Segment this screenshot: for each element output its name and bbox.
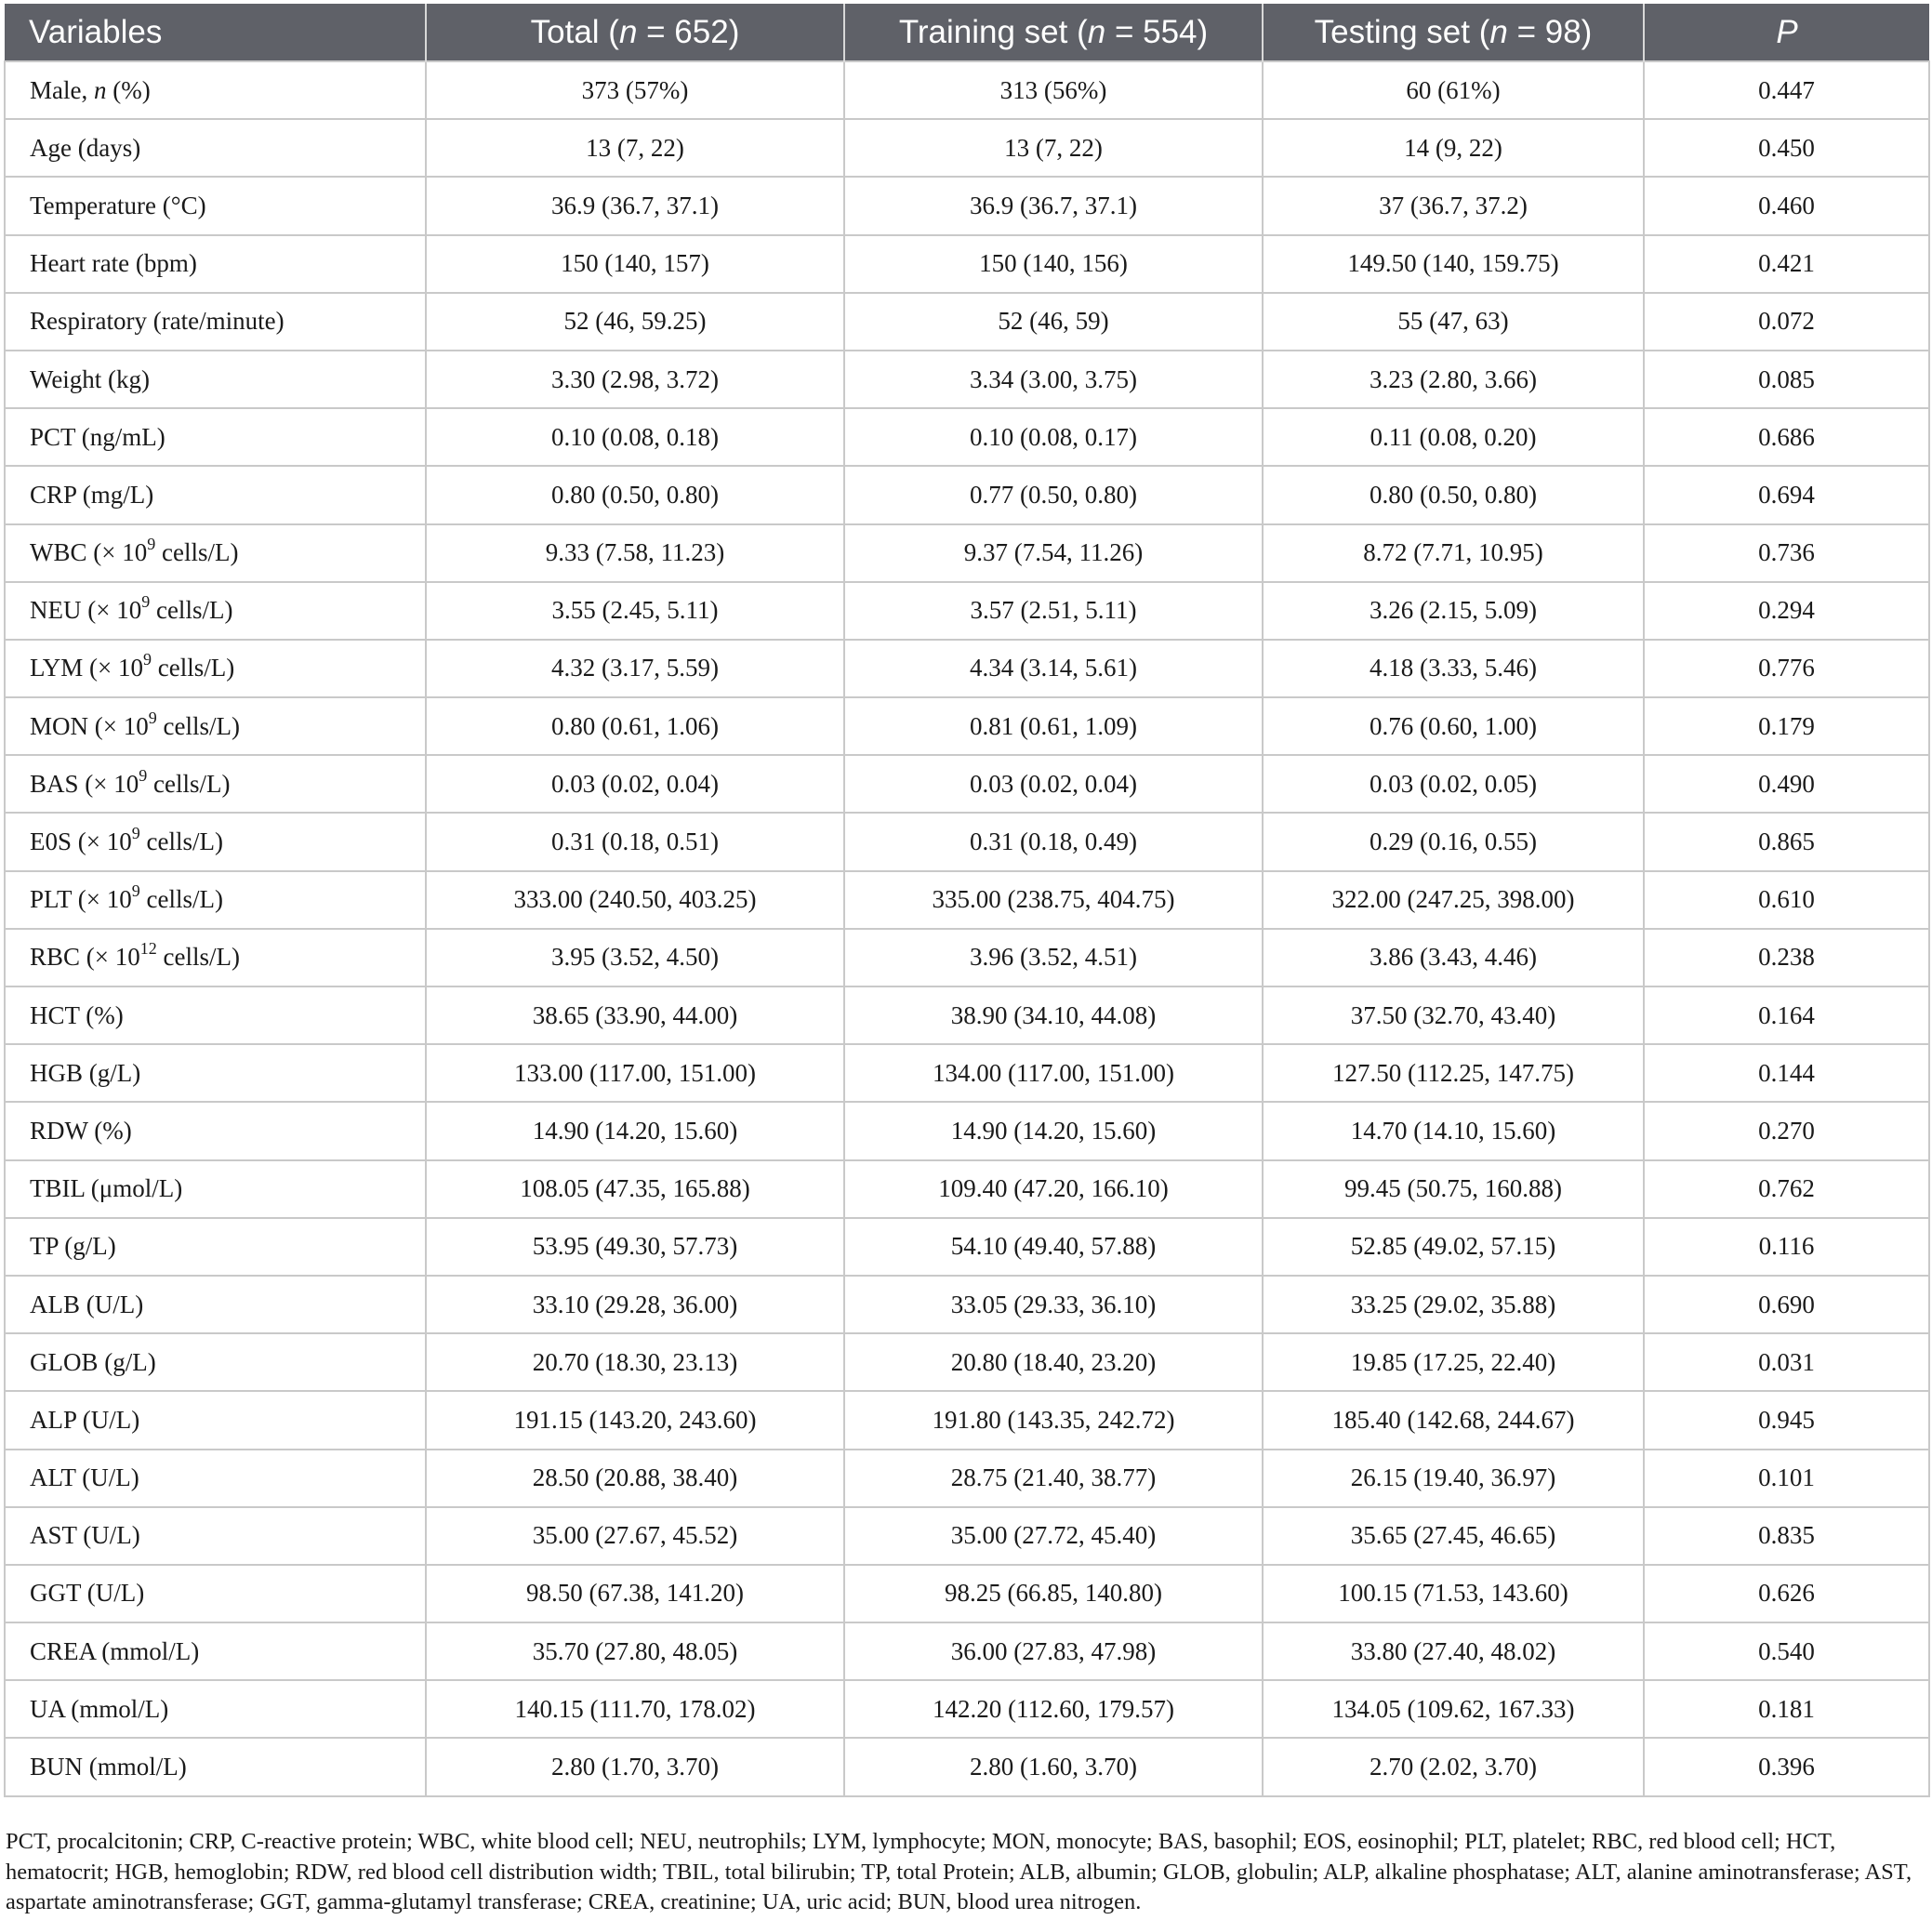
cell-testing: 3.86 (3.43, 4.46) bbox=[1263, 929, 1644, 986]
cell-total: 28.50 (20.88, 38.40) bbox=[426, 1450, 844, 1507]
cell-p: 0.072 bbox=[1644, 293, 1929, 351]
variable-label-prefix: RBC (× 10 bbox=[30, 943, 140, 972]
cell-testing: 127.50 (112.25, 147.75) bbox=[1263, 1044, 1644, 1102]
table-row bbox=[5, 1738, 1929, 1795]
cell-p: 0.776 bbox=[1644, 640, 1929, 697]
cell-variable: TBIL (μmol/L) bbox=[5, 1160, 426, 1218]
cell-testing: 134.05 (109.62, 167.33) bbox=[1263, 1680, 1644, 1738]
variable-label-prefix: NEU (× 10 bbox=[30, 596, 142, 625]
cell-variable: TP (g/L) bbox=[5, 1218, 426, 1276]
variable-label-suffix: cells/L) bbox=[147, 769, 231, 798]
cell-p: 0.540 bbox=[1644, 1622, 1929, 1680]
male-label-prefix: Male, bbox=[30, 75, 94, 104]
cell-variable: Age (days) bbox=[5, 119, 426, 177]
cell-training: 0.03 (0.02, 0.04) bbox=[844, 755, 1263, 813]
variable-label-prefix: PLT (× 10 bbox=[30, 885, 132, 914]
cell-testing: 19.85 (17.25, 22.40) bbox=[1263, 1333, 1644, 1391]
cell-variable: UA (mmol/L) bbox=[5, 1680, 426, 1738]
table-row bbox=[5, 1680, 1929, 1738]
cell-training: 28.75 (21.40, 38.77) bbox=[844, 1450, 1263, 1507]
cell-variable: PCT (ng/mL) bbox=[5, 408, 426, 466]
cell-variable bbox=[5, 871, 426, 929]
cell-p: 0.101 bbox=[1644, 1450, 1929, 1507]
cell-p: 0.835 bbox=[1644, 1507, 1929, 1565]
variable-label-prefix: WBC (× 10 bbox=[30, 538, 148, 567]
table-row bbox=[5, 1044, 1929, 1102]
cell-training: 3.34 (3.00, 3.75) bbox=[844, 351, 1263, 408]
variable-label-prefix: LYM (× 10 bbox=[30, 654, 144, 682]
male-label-suffix: (%) bbox=[106, 75, 151, 104]
cell-variable bbox=[5, 929, 426, 986]
cell-p: 0.164 bbox=[1644, 986, 1929, 1044]
cell-p: 0.031 bbox=[1644, 1333, 1929, 1391]
cell-total: 36.9 (36.7, 37.1) bbox=[426, 177, 844, 234]
table-row bbox=[5, 235, 1929, 293]
table-row bbox=[5, 466, 1929, 523]
cell-training: 36.00 (27.83, 47.98) bbox=[844, 1622, 1263, 1680]
table-row bbox=[5, 986, 1929, 1044]
cell-p: 0.694 bbox=[1644, 466, 1929, 523]
cell-total: 20.70 (18.30, 23.13) bbox=[426, 1333, 844, 1391]
cell-training: 0.31 (0.18, 0.49) bbox=[844, 813, 1263, 870]
table-row bbox=[5, 1507, 1929, 1565]
cell-testing: 35.65 (27.45, 46.65) bbox=[1263, 1507, 1644, 1565]
cell-variable: ALP (U/L) bbox=[5, 1391, 426, 1449]
cell-testing: 3.23 (2.80, 3.66) bbox=[1263, 351, 1644, 408]
cell-total: 191.15 (143.20, 243.60) bbox=[426, 1391, 844, 1449]
cell-testing: 14.70 (14.10, 15.60) bbox=[1263, 1102, 1644, 1159]
table-row bbox=[5, 1160, 1929, 1218]
cell-total: 3.95 (3.52, 4.50) bbox=[426, 929, 844, 986]
cell-p: 0.421 bbox=[1644, 235, 1929, 293]
table-row bbox=[5, 582, 1929, 640]
table-row bbox=[5, 1622, 1929, 1680]
header-testing-n: n bbox=[1489, 13, 1508, 50]
cell-variable: BUN (mmol/L) bbox=[5, 1738, 426, 1795]
cell-training: 4.34 (3.14, 5.61) bbox=[844, 640, 1263, 697]
cell-training: 52 (46, 59) bbox=[844, 293, 1263, 351]
cell-testing: 3.26 (2.15, 5.09) bbox=[1263, 582, 1644, 640]
variable-label-exponent: 9 bbox=[141, 592, 151, 612]
cell-testing: 60 (61%) bbox=[1263, 61, 1644, 119]
table-row bbox=[5, 1391, 1929, 1449]
cell-training: 35.00 (27.72, 45.40) bbox=[844, 1507, 1263, 1565]
cell-training: 134.00 (117.00, 151.00) bbox=[844, 1044, 1263, 1102]
cell-total: 3.55 (2.45, 5.11) bbox=[426, 582, 844, 640]
cell-p: 0.610 bbox=[1644, 871, 1929, 929]
cell-variable bbox=[5, 524, 426, 582]
table-row bbox=[5, 1276, 1929, 1333]
cell-training: 14.90 (14.20, 15.60) bbox=[844, 1102, 1263, 1159]
variable-label-suffix: cells/L) bbox=[156, 943, 240, 972]
cell-total: 0.10 (0.08, 0.18) bbox=[426, 408, 844, 466]
cell-testing: 2.70 (2.02, 3.70) bbox=[1263, 1738, 1644, 1795]
cell-variable: Weight (kg) bbox=[5, 351, 426, 408]
cell-total: 0.80 (0.50, 0.80) bbox=[426, 466, 844, 523]
cell-training: 38.90 (34.10, 44.08) bbox=[844, 986, 1263, 1044]
header-testing bbox=[1263, 4, 1644, 61]
cell-total: 3.30 (2.98, 3.72) bbox=[426, 351, 844, 408]
header-p bbox=[1644, 4, 1929, 61]
cell-p: 0.179 bbox=[1644, 697, 1929, 755]
header-training-prefix: Training set ( bbox=[898, 13, 1088, 50]
cell-testing: 37.50 (32.70, 43.40) bbox=[1263, 986, 1644, 1044]
cell-p: 0.450 bbox=[1644, 119, 1929, 177]
variable-label-suffix: cells/L) bbox=[139, 885, 223, 914]
cell-training: 0.81 (0.61, 1.09) bbox=[844, 697, 1263, 755]
table-row bbox=[5, 177, 1929, 234]
variable-label-exponent: 9 bbox=[139, 765, 148, 785]
cell-p: 0.294 bbox=[1644, 582, 1929, 640]
cell-total: 35.70 (27.80, 48.05) bbox=[426, 1622, 844, 1680]
cell-total: 373 (57%) bbox=[426, 61, 844, 119]
table-row bbox=[5, 1450, 1929, 1507]
header-training bbox=[844, 4, 1263, 61]
variable-label-suffix: cells/L) bbox=[156, 711, 240, 740]
table-row bbox=[5, 697, 1929, 755]
cell-training: 20.80 (18.40, 23.20) bbox=[844, 1333, 1263, 1391]
table-row bbox=[5, 293, 1929, 351]
cell-p: 0.736 bbox=[1644, 524, 1929, 582]
cell-training: 2.80 (1.60, 3.70) bbox=[844, 1738, 1263, 1795]
table-row bbox=[5, 871, 1929, 929]
cell-training: 150 (140, 156) bbox=[844, 235, 1263, 293]
variable-label-prefix: E0S (× 10 bbox=[30, 828, 132, 856]
cell-testing: 0.76 (0.60, 1.00) bbox=[1263, 697, 1644, 755]
cell-p: 0.865 bbox=[1644, 813, 1929, 870]
variable-label-suffix: cells/L) bbox=[155, 538, 239, 567]
cell-training: 3.96 (3.52, 4.51) bbox=[844, 929, 1263, 986]
cell-training: 98.25 (66.85, 140.80) bbox=[844, 1565, 1263, 1622]
cell-variable: RDW (%) bbox=[5, 1102, 426, 1159]
variable-label-prefix: MON (× 10 bbox=[30, 711, 149, 740]
cell-total: 133.00 (117.00, 151.00) bbox=[426, 1044, 844, 1102]
cell-testing: 99.45 (50.75, 160.88) bbox=[1263, 1160, 1644, 1218]
cell-training: 13 (7, 22) bbox=[844, 119, 1263, 177]
cell-total: 98.50 (67.38, 141.20) bbox=[426, 1565, 844, 1622]
cell-testing: 37 (36.7, 37.2) bbox=[1263, 177, 1644, 234]
cell-total: 140.15 (111.70, 178.02) bbox=[426, 1680, 844, 1738]
cell-total: 0.31 (0.18, 0.51) bbox=[426, 813, 844, 870]
cell-training: 9.37 (7.54, 11.26) bbox=[844, 524, 1263, 582]
header-total-prefix: Total ( bbox=[530, 13, 619, 50]
table-row bbox=[5, 813, 1929, 870]
variable-label-suffix: cells/L) bbox=[152, 654, 235, 682]
cell-testing: 33.80 (27.40, 48.02) bbox=[1263, 1622, 1644, 1680]
variable-label-suffix: cells/L) bbox=[139, 828, 223, 856]
header-training-suffix: = 554) bbox=[1105, 13, 1209, 50]
table-row bbox=[5, 1333, 1929, 1391]
cell-testing: 55 (47, 63) bbox=[1263, 293, 1644, 351]
header-p-label: P bbox=[1776, 13, 1798, 50]
cell-total: 4.32 (3.17, 5.59) bbox=[426, 640, 844, 697]
cell-testing: 26.15 (19.40, 36.97) bbox=[1263, 1450, 1644, 1507]
cell-testing: 4.18 (3.33, 5.46) bbox=[1263, 640, 1644, 697]
cell-total: 150 (140, 157) bbox=[426, 235, 844, 293]
cell-variable: CRP (mg/L) bbox=[5, 466, 426, 523]
cell-training: 313 (56%) bbox=[844, 61, 1263, 119]
cell-total: 333.00 (240.50, 403.25) bbox=[426, 871, 844, 929]
cell-p: 0.945 bbox=[1644, 1391, 1929, 1449]
variable-label-exponent: 12 bbox=[139, 939, 157, 959]
table-body bbox=[5, 61, 1929, 1796]
cell-training: 191.80 (143.35, 242.72) bbox=[844, 1391, 1263, 1449]
table-footnote: PCT, procalcitonin; CRP, C-reactive protein; WBC, white blood cell; NEU, neutrophils; LYM, lymphocyte; MON, monocyte; BAS, basophil; EOS, eosinophil; PLT, platelet; RBC, red blood cell; HCT, hematocrit; HGB, hemoglobin; RDW, red blood cell distribution width; TBIL, total bilirubin; TP, total Protein; ALB, albumin; GLOB, globulin; ALP, alkaline phosphatase; ALT, alanine aminotransferase; AST, aspartate aminotransferase; GGT, gamma-glutamyl transferase; CREA, creatinine; UA, uric acid; BUN, blood urea nitrogen. bbox=[6, 1829, 1912, 1914]
cell-total: 14.90 (14.20, 15.60) bbox=[426, 1102, 844, 1159]
cell-p: 0.116 bbox=[1644, 1218, 1929, 1276]
table-row bbox=[5, 119, 1929, 177]
header-variables-label: Variables bbox=[29, 13, 163, 50]
header-variables bbox=[5, 4, 426, 61]
cell-p: 0.690 bbox=[1644, 1276, 1929, 1333]
table-row bbox=[5, 524, 1929, 582]
cell-testing: 0.80 (0.50, 0.80) bbox=[1263, 466, 1644, 523]
cell-training: 335.00 (238.75, 404.75) bbox=[844, 871, 1263, 929]
cell-testing: 14 (9, 22) bbox=[1263, 119, 1644, 177]
cell-testing: 0.29 (0.16, 0.55) bbox=[1263, 813, 1644, 870]
cell-total: 0.03 (0.02, 0.04) bbox=[426, 755, 844, 813]
cell-total: 52 (46, 59.25) bbox=[426, 293, 844, 351]
cell-testing: 33.25 (29.02, 35.88) bbox=[1263, 1276, 1644, 1333]
cell-p: 0.085 bbox=[1644, 351, 1929, 408]
cell-variable: Respiratory (rate/minute) bbox=[5, 293, 426, 351]
cell-total: 13 (7, 22) bbox=[426, 119, 844, 177]
header-testing-suffix: = 98) bbox=[1507, 13, 1593, 50]
variable-label-exponent: 9 bbox=[143, 650, 152, 669]
cell-variable bbox=[5, 813, 426, 870]
cell-p: 0.144 bbox=[1644, 1044, 1929, 1102]
variable-label-exponent: 9 bbox=[148, 708, 157, 727]
header-total bbox=[426, 4, 844, 61]
cell-p: 0.181 bbox=[1644, 1680, 1929, 1738]
table-row bbox=[5, 755, 1929, 813]
table-header bbox=[5, 4, 1929, 61]
male-label-n: n bbox=[93, 75, 107, 104]
cell-variable: GLOB (g/L) bbox=[5, 1333, 426, 1391]
table-row bbox=[5, 1218, 1929, 1276]
cell-variable: HCT (%) bbox=[5, 986, 426, 1044]
cell-testing: 149.50 (140, 159.75) bbox=[1263, 235, 1644, 293]
cell-training: 109.40 (47.20, 166.10) bbox=[844, 1160, 1263, 1218]
cell-variable: GGT (U/L) bbox=[5, 1565, 426, 1622]
cell-p: 0.762 bbox=[1644, 1160, 1929, 1218]
cell-variable bbox=[5, 61, 426, 119]
cell-total: 35.00 (27.67, 45.52) bbox=[426, 1507, 844, 1565]
header-testing-prefix: Testing set ( bbox=[1314, 13, 1490, 50]
table-row bbox=[5, 408, 1929, 466]
cell-total: 9.33 (7.58, 11.23) bbox=[426, 524, 844, 582]
table-row bbox=[5, 61, 1929, 119]
cell-total: 108.05 (47.35, 165.88) bbox=[426, 1160, 844, 1218]
variable-label-exponent: 9 bbox=[147, 535, 156, 554]
variable-label-prefix: BAS (× 10 bbox=[30, 769, 139, 798]
table-row bbox=[5, 640, 1929, 697]
cell-p: 0.396 bbox=[1644, 1738, 1929, 1795]
cell-total: 33.10 (29.28, 36.00) bbox=[426, 1276, 844, 1333]
cell-total: 0.80 (0.61, 1.06) bbox=[426, 697, 844, 755]
table-row bbox=[5, 1102, 1929, 1159]
cell-training: 33.05 (29.33, 36.10) bbox=[844, 1276, 1263, 1333]
cell-variable: ALT (U/L) bbox=[5, 1450, 426, 1507]
cell-training: 3.57 (2.51, 5.11) bbox=[844, 582, 1263, 640]
cell-p: 0.270 bbox=[1644, 1102, 1929, 1159]
cell-testing: 322.00 (247.25, 398.00) bbox=[1263, 871, 1644, 929]
table-container bbox=[4, 4, 1928, 1797]
cell-testing: 185.40 (142.68, 244.67) bbox=[1263, 1391, 1644, 1449]
cell-variable bbox=[5, 582, 426, 640]
cell-training: 0.10 (0.08, 0.17) bbox=[844, 408, 1263, 466]
cell-testing: 100.15 (71.53, 143.60) bbox=[1263, 1565, 1644, 1622]
header-row bbox=[5, 4, 1929, 61]
cell-p: 0.626 bbox=[1644, 1565, 1929, 1622]
cell-training: 0.77 (0.50, 0.80) bbox=[844, 466, 1263, 523]
cell-variable: AST (U/L) bbox=[5, 1507, 426, 1565]
cell-testing: 8.72 (7.71, 10.95) bbox=[1263, 524, 1644, 582]
cell-variable: HGB (g/L) bbox=[5, 1044, 426, 1102]
cell-training: 54.10 (49.40, 57.88) bbox=[844, 1218, 1263, 1276]
cell-variable: ALB (U/L) bbox=[5, 1276, 426, 1333]
variable-label-exponent: 9 bbox=[131, 824, 140, 843]
cell-p: 0.238 bbox=[1644, 929, 1929, 986]
cell-total: 2.80 (1.70, 3.70) bbox=[426, 1738, 844, 1795]
header-total-suffix: = 652) bbox=[637, 13, 740, 50]
header-training-n: n bbox=[1087, 13, 1106, 50]
cell-p: 0.460 bbox=[1644, 177, 1929, 234]
cell-variable bbox=[5, 755, 426, 813]
cell-variable: Heart rate (bpm) bbox=[5, 235, 426, 293]
table-row bbox=[5, 1565, 1929, 1622]
cell-variable bbox=[5, 640, 426, 697]
cell-p: 0.686 bbox=[1644, 408, 1929, 466]
table-row bbox=[5, 351, 1929, 408]
cell-testing: 52.85 (49.02, 57.15) bbox=[1263, 1218, 1644, 1276]
cell-testing: 0.11 (0.08, 0.20) bbox=[1263, 408, 1644, 466]
table-row bbox=[5, 929, 1929, 986]
cell-variable: Temperature (°C) bbox=[5, 177, 426, 234]
cell-variable bbox=[5, 697, 426, 755]
cell-p: 0.490 bbox=[1644, 755, 1929, 813]
cell-training: 36.9 (36.7, 37.1) bbox=[844, 177, 1263, 234]
header-total-n: n bbox=[618, 13, 638, 50]
cell-p: 0.447 bbox=[1644, 61, 1929, 119]
cell-training: 142.20 (112.60, 179.57) bbox=[844, 1680, 1263, 1738]
variable-label-suffix: cells/L) bbox=[150, 596, 233, 625]
cell-total: 53.95 (49.30, 57.73) bbox=[426, 1218, 844, 1276]
variable-label-exponent: 9 bbox=[131, 881, 140, 901]
cell-total: 38.65 (33.90, 44.00) bbox=[426, 986, 844, 1044]
cell-testing: 0.03 (0.02, 0.05) bbox=[1263, 755, 1644, 813]
cell-variable: CREA (mmol/L) bbox=[5, 1622, 426, 1680]
baseline-characteristics-table bbox=[4, 4, 1930, 1797]
